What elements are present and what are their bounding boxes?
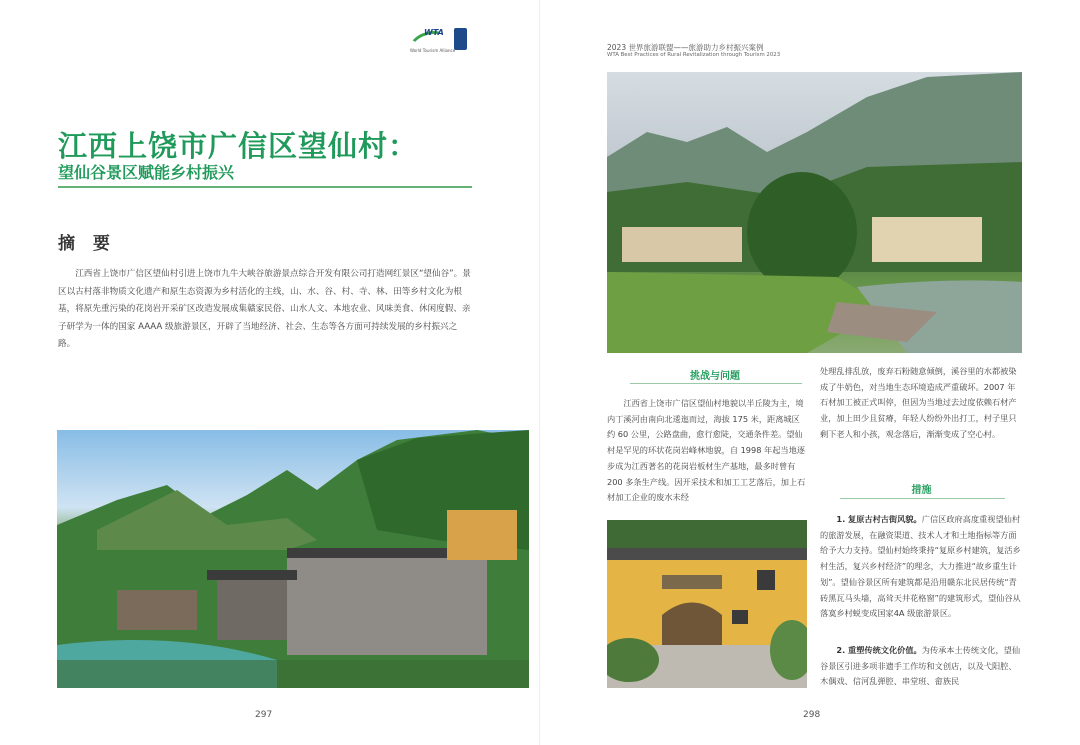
wta-logo-text: WTA	[424, 28, 444, 37]
page-number-right: 298	[803, 710, 821, 720]
challenges-heading: 挑战与问题	[690, 371, 740, 382]
measure-2-paragraph	[820, 643, 1023, 690]
challenges-divider	[630, 383, 802, 384]
wta-logo	[410, 28, 456, 53]
logo-group	[410, 28, 467, 53]
mountain-village-river-photo	[607, 72, 1022, 353]
abstract-text: 江西省上饶市广信区望仙村引进上饶市九牛大峡谷旅游景点综合开发有限公司打造网红景区“望仙谷”。景区以古村落非物质文化遗产和原生态资源为乡村活化的主线，山、水、谷、村、寺、林、田等乡村文化为根基，将原先重污染的花岗岩开采矿区改造发展成集赣家民俗、山水人文、本地农业、风味美食、休闲度假、亲子研学为一体的国家 AAAA 级旅游景区，开辟了当地经济、社会、生态等各方面可持续发展的乡村振兴之路。	[58, 269, 471, 350]
measures-divider	[840, 498, 1005, 499]
valley-village-illustration	[57, 430, 529, 688]
measure-1-paragraph	[820, 512, 1023, 622]
measure-2-text: 为传承本土传统文化，望仙谷景区引进多项非遗手工作坊和文创店，以及弋阳腔、木偶戏、信河乱弹腔、串堂班、畲族民	[820, 645, 1021, 687]
title-divider	[58, 186, 472, 188]
page-number-left: 297	[255, 710, 273, 720]
challenges-continued-text: 处理乱排乱放，废弃石粉随意倾倒，溪谷里的水都被染成了牛奶色，对当地生态环境造成严重破坏。2007 年石材加工被正式叫停，但因为当地过去过度依赖石材产业，加上田少且贫瘠，年轻人纷纷外出打工，村子里只剩下老人和小孩，观念落后，渐渐变成了空心村。	[820, 366, 1017, 439]
wta-logo-caption: World Tourism Alliance	[410, 48, 456, 53]
abstract-heading: 摘 要	[58, 234, 116, 254]
yellow-building-gate-photo	[607, 520, 807, 688]
measure-1-text: 广信区政府高度重视望仙村的旅游发展，在融资渠道、技术人才和土地指标等方面给予大力支持。望仙村始终秉持“复原乡村建筑，复活乡村生活，复兴乡村经济”的理念，大力推进“故乡重生计划”。望仙谷景区所有建筑都是沿用赣东北民居传统“青砖黑瓦马头墙，高耸天井花格窗”的建筑形式，望仙谷从落寞乡村蜕变成国家4A 级旅游景区。	[820, 514, 1021, 619]
running-head-en: WTA Best Practices of Rural Revitalization through Tourism 2023	[607, 52, 781, 58]
challenges-text: 江西省上饶市广信区望仙村地貌以半丘陵为主，境内丁溪河由南向北逶迤而过，海拔 175 米，距离城区约 60 公里，公路盘曲，愈行愈陡，交通条件差。望仙村是罕见的环状花岗岩峰林地貌，自 1998 年起当地逐步成为江西著名的花岗岩板材生产基地，最多时曾有 200 多条生产线。因开采技术和加工工艺落后，加上石材加工企业的废水未经	[607, 398, 806, 503]
article-subtitle: 望仙谷景区赋能乡村振兴	[58, 163, 235, 182]
running-head-cn: 2023 世界旅游联盟——旅游助力乡村振兴案例	[607, 43, 764, 52]
measure-2-title: 2. 重塑传统文化价值。	[836, 645, 922, 655]
article-title: 江西上饶市广信区望仙村：	[58, 129, 419, 163]
yellow-building-illustration	[607, 520, 807, 688]
measures-heading: 措施	[911, 485, 932, 496]
mountain-village-illustration	[607, 72, 1022, 353]
valley-village-photo	[57, 430, 529, 688]
measure-1-title: 1. 复原古村古街风貌。	[836, 514, 922, 524]
partner-logo-icon	[454, 28, 467, 50]
